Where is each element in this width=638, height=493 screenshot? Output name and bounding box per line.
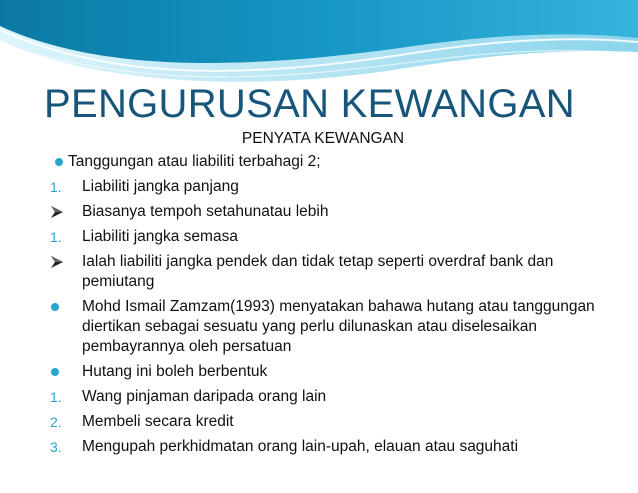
list-item-text: Wang pinjaman daripada orang lain [82, 388, 327, 405]
list-item-text: Membeli secara kredit [82, 413, 234, 430]
arrow-bullet-icon [50, 252, 64, 272]
bullet-dot-icon [50, 362, 59, 382]
list-item [50, 387, 614, 407]
list-number: 1. [50, 229, 62, 245]
list-item [50, 227, 614, 247]
list-item-text: Mengupah perkhidmatan orang lain-upah, elauan atau saguhati [82, 438, 519, 455]
slide-title: PENGURUSAN KEWANGAN [44, 82, 575, 126]
list-item [50, 202, 614, 222]
list-item-text: Tanggungan atau liabiliti terbahagi 2; [68, 153, 321, 170]
list-number: 3. [50, 439, 62, 455]
header-wave-banner [0, 0, 638, 86]
list-number: 1. [50, 389, 62, 405]
list-item [50, 412, 614, 432]
bullet-list [50, 152, 614, 462]
list-item [54, 152, 614, 172]
list-number: 1. [50, 179, 62, 195]
slide-subtitle: PENYATA KEWANGAN [241, 130, 405, 147]
list-item [50, 437, 614, 457]
list-item [50, 297, 614, 357]
list-number: 2. [50, 414, 62, 430]
list-item [50, 362, 614, 382]
list-item-text: Biasanya tempoh setahunatau lebih [82, 203, 329, 220]
list-item-text: Liabiliti jangka panjang [82, 178, 239, 195]
bullet-dot-icon [54, 152, 63, 172]
bullet-dot-icon [50, 297, 59, 317]
list-item-text: Hutang ini boleh berbentuk [82, 363, 268, 380]
list-item [50, 177, 614, 197]
arrow-bullet-icon [50, 202, 64, 222]
list-item [50, 252, 614, 292]
list-item-text: Liabiliti jangka semasa [82, 228, 238, 245]
list-item-text: Mohd Ismail Zamzam(1993) menyatakan bahawa hutang atau tanggungan diertikan sebagai sesuatu yang perlu dilunaskan atau diselesaikan pembayrannya oleh persatuan [82, 298, 595, 355]
list-item-text: Ialah liabiliti jangka pendek dan tidak tetap seperti overdraf bank dan pemiutang [82, 253, 554, 290]
